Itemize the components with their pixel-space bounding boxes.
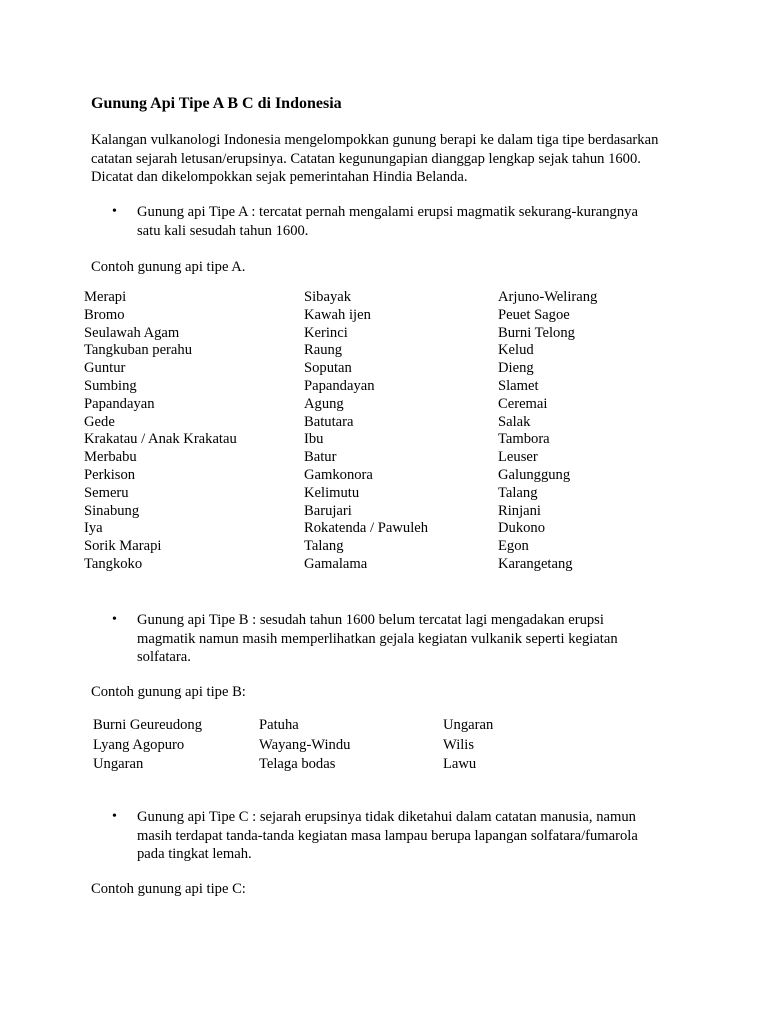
volcano-name: Ungaran bbox=[443, 717, 494, 733]
volcano-name: Papandayan bbox=[84, 395, 155, 412]
volcano-name: Sinabung bbox=[84, 502, 140, 519]
volcano-name: Peuet Sagoe bbox=[498, 306, 570, 323]
bullet-line: pada tingkat lemah. bbox=[137, 846, 252, 862]
bullet-icon: • bbox=[112, 612, 117, 627]
bullet-line: satu kali sesudah tahun 1600. bbox=[137, 222, 309, 239]
volcano-name: Ungaran bbox=[93, 756, 144, 772]
volcano-name: Sibayak bbox=[304, 289, 352, 305]
volcano-name: Soputan bbox=[304, 360, 352, 377]
volcano-name: Lyang Agopuro bbox=[93, 736, 185, 753]
volcano-name: Talang bbox=[498, 484, 538, 501]
type-a-column-2 bbox=[304, 289, 428, 574]
volcano-name: Gede bbox=[84, 413, 115, 430]
volcano-name: Guntur bbox=[84, 360, 126, 377]
volcano-name: Kelud bbox=[498, 342, 534, 359]
example-label-type-c: Contoh gunung api tipe C: bbox=[91, 881, 246, 897]
volcano-name: Ceremai bbox=[498, 395, 548, 412]
volcano-name: Wilis bbox=[443, 736, 475, 753]
volcano-name: Dieng bbox=[498, 360, 534, 377]
volcano-name: Galunggung bbox=[498, 466, 571, 483]
volcano-name: Perkison bbox=[84, 466, 136, 483]
bullet-text bbox=[137, 203, 677, 240]
intro-line: Dicatat dan dikelompokkan sejak pemerintahan Hindia Belanda. bbox=[91, 169, 468, 185]
volcano-name: Agung bbox=[304, 395, 344, 412]
type-b-column-1 bbox=[93, 716, 202, 775]
bullet-line: Gunung api Tipe A : tercatat pernah mengalami erupsi magmatik sekurang-kurangnya bbox=[137, 204, 638, 220]
volcano-name: Burni Geureudong bbox=[93, 717, 203, 733]
bullet-text bbox=[137, 808, 677, 864]
bullet-line: Gunung api Tipe C : sejarah erupsinya tidak diketahui dalam catatan manusia, namun bbox=[137, 809, 636, 825]
volcano-name: Lawu bbox=[443, 756, 477, 772]
volcano-name: Batutara bbox=[304, 413, 354, 430]
volcano-name: Patuha bbox=[259, 717, 299, 733]
bullet-text bbox=[137, 611, 677, 667]
volcano-name: Rokatenda / Pawuleh bbox=[304, 520, 429, 537]
type-b-column-3 bbox=[443, 716, 493, 775]
volcano-name: Egon bbox=[498, 538, 529, 555]
volcano-name: Slamet bbox=[498, 377, 539, 394]
volcano-name: Sumbing bbox=[84, 377, 137, 394]
bullet-line: Gunung api Tipe B : sesudah tahun 1600 belum tercatat lagi mengadakan erupsi bbox=[137, 612, 604, 628]
volcano-name: Iya bbox=[84, 520, 103, 537]
intro-line: catatan sejarah letusan/erupsinya. Catatan kegunungapian dianggap lengkap sejak tahun 1600. bbox=[91, 150, 641, 167]
bullet-line: masih terdapat tanda-tanda kegiatan masa lampau berupa lapangan solfatara/fumarola bbox=[137, 827, 638, 844]
volcano-name: Raung bbox=[304, 342, 343, 359]
volcano-name: Krakatau / Anak Krakatau bbox=[84, 431, 237, 448]
bullet-line: magmatik namun masih memperlihatkan gejala kegiatan vulkanik seperti kegiatan bbox=[137, 630, 618, 647]
volcano-name: Salak bbox=[498, 413, 531, 430]
volcano-name: Papandayan bbox=[304, 377, 375, 394]
volcano-name: Ibu bbox=[304, 431, 324, 448]
volcano-name: Batur bbox=[304, 449, 337, 466]
volcano-name: Barujari bbox=[304, 502, 352, 519]
volcano-name: Seulawah Agam bbox=[84, 324, 180, 341]
type-a-column-1 bbox=[84, 289, 237, 574]
example-label-type-a: Contoh gunung api tipe A. bbox=[91, 259, 246, 275]
volcano-name: Sorik Marapi bbox=[84, 538, 162, 555]
volcano-name: Merapi bbox=[84, 289, 127, 305]
volcano-name: Merbabu bbox=[84, 449, 137, 466]
volcano-name: Tangkuban perahu bbox=[84, 342, 192, 359]
volcano-name: Burni Telong bbox=[498, 324, 575, 341]
bullet-icon: • bbox=[112, 809, 117, 824]
type-b-column-2 bbox=[259, 716, 350, 775]
volcano-name: Wayang-Windu bbox=[259, 736, 351, 753]
intro-line: Kalangan vulkanologi Indonesia mengelompokkan gunung berapi ke dalam tiga tipe berdasarkan bbox=[91, 132, 659, 148]
volcano-name: Talang bbox=[304, 538, 344, 555]
volcano-name: Telaga bodas bbox=[259, 756, 336, 772]
example-label-type-b: Contoh gunung api tipe B: bbox=[91, 684, 246, 700]
bullet-line: solfatara. bbox=[137, 649, 191, 665]
type-a-column-3 bbox=[498, 289, 597, 574]
document-title: Gunung Api Tipe A B C di Indonesia bbox=[91, 95, 342, 112]
volcano-name: Kelimutu bbox=[304, 484, 360, 501]
volcano-name: Kerinci bbox=[304, 324, 348, 341]
volcano-name: Gamkonora bbox=[304, 466, 373, 483]
volcano-name: Leuser bbox=[498, 449, 538, 466]
volcano-name: Arjuno-Welirang bbox=[498, 289, 598, 305]
intro-paragraph bbox=[91, 131, 711, 187]
volcano-name: Dukono bbox=[498, 520, 546, 537]
volcano-name: Semeru bbox=[84, 484, 129, 501]
volcano-name: Tambora bbox=[498, 431, 550, 448]
volcano-name: Gamalama bbox=[304, 555, 368, 572]
volcano-name: Bromo bbox=[84, 306, 125, 323]
volcano-name: Karangetang bbox=[498, 555, 573, 572]
volcano-name: Tangkoko bbox=[84, 555, 143, 572]
volcano-name: Rinjani bbox=[498, 502, 541, 519]
bullet-icon: • bbox=[112, 204, 117, 219]
volcano-name: Kawah ijen bbox=[304, 306, 371, 323]
